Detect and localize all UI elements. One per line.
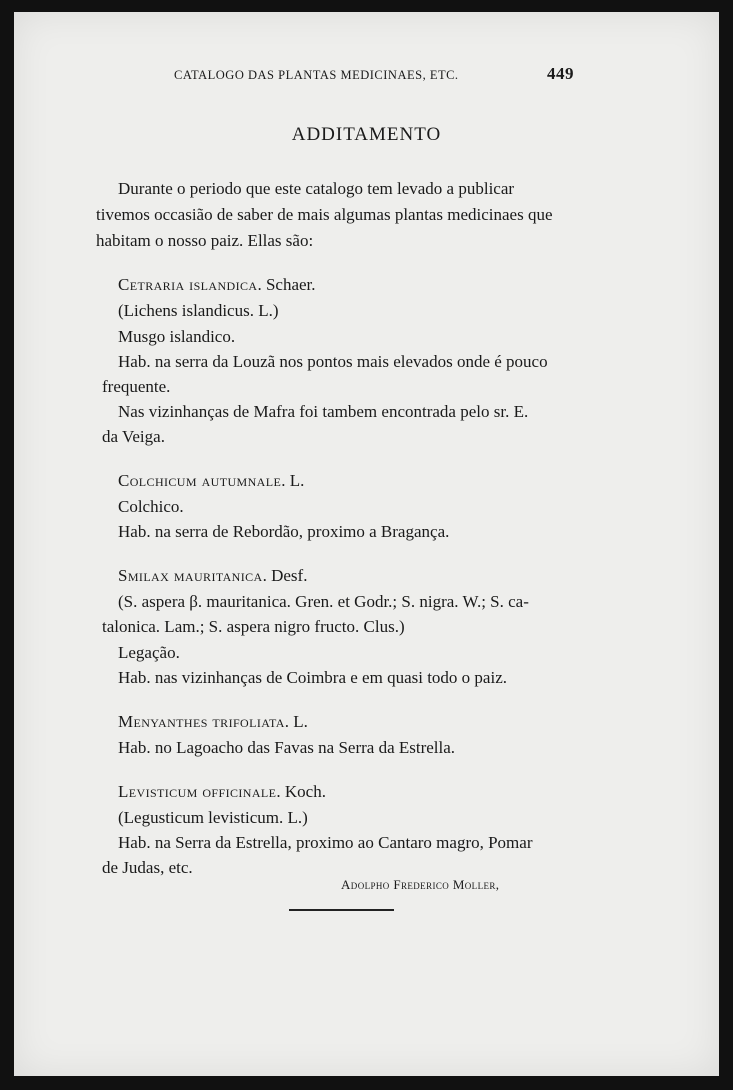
- species-name: Menyanthes trifoliata: [118, 712, 285, 731]
- entry-heading: [118, 713, 308, 730]
- species-name: Levisticum officinale: [118, 782, 277, 801]
- entry-line: Colchico.: [118, 497, 184, 516]
- species-author: . L.: [284, 712, 308, 731]
- entry-line: (Lichens islandicus. L.): [118, 301, 279, 320]
- entry-heading: [118, 783, 326, 800]
- entry-line: Legação.: [118, 643, 180, 662]
- entry-line: (Legusticum levisticum. L.): [118, 808, 308, 827]
- species-name: Cetraria islandica: [118, 275, 258, 294]
- intro-line: habitam o nosso paiz. Ellas são:: [96, 231, 314, 250]
- entry-line: Hab. na serra de Rebordão, proximo a Bragança.: [118, 522, 450, 541]
- entry-line: Hab. na serra da Louzã nos pontos mais elevados onde é pouco: [118, 352, 548, 371]
- entry-line: (S. aspera β. mauritanica. Gren. et Godr.; S. nigra. W.; S. ca-: [118, 592, 529, 611]
- species-author: . L.: [281, 471, 305, 490]
- entry-line: Hab. na Serra da Estrella, proximo ao Cantaro magro, Pomar: [118, 833, 533, 852]
- species-author: . Desf.: [262, 566, 308, 585]
- entry-line: Hab. nas vizinhanças de Coimbra e em quasi todo o paiz.: [118, 668, 507, 687]
- entry-line: talonica. Lam.; S. aspera nigro fructo. Clus.): [102, 617, 405, 636]
- page-number: 449: [547, 64, 574, 83]
- intro-line: Durante o periodo que este catalogo tem levado a publicar: [118, 179, 515, 198]
- entry-heading: [118, 567, 307, 584]
- closing-rule: [289, 909, 394, 911]
- document-page: [14, 12, 719, 1076]
- entry-line: frequente.: [102, 377, 171, 396]
- entry-line: da Veiga.: [102, 427, 165, 446]
- species-name: Smilax mauritanica: [118, 566, 263, 585]
- species-author: . Schaer.: [257, 275, 316, 294]
- section-title: ADDITAMENTO: [291, 124, 442, 145]
- entry-line: de Judas, etc.: [102, 858, 193, 877]
- entry-heading: [118, 472, 304, 489]
- entry-heading: [118, 276, 316, 293]
- species-name: Colchicum autumnale: [118, 471, 282, 490]
- entry-line: Musgo islandico.: [118, 327, 236, 346]
- species-author: . Koch.: [276, 782, 326, 801]
- entry-line: Hab. no Lagoacho das Favas na Serra da Estrella.: [118, 738, 456, 757]
- running-title: CATALOGO DAS PLANTAS MEDICINAES, ETC.: [174, 68, 459, 82]
- entry-line: Nas vizinhanças de Mafra foi tambem encontrada pelo sr. E.: [118, 402, 529, 421]
- author-signature: Adolpho Frederico Moller,: [341, 877, 500, 892]
- intro-line: tivemos occasião de saber de mais algumas plantas medicinaes que: [96, 205, 553, 224]
